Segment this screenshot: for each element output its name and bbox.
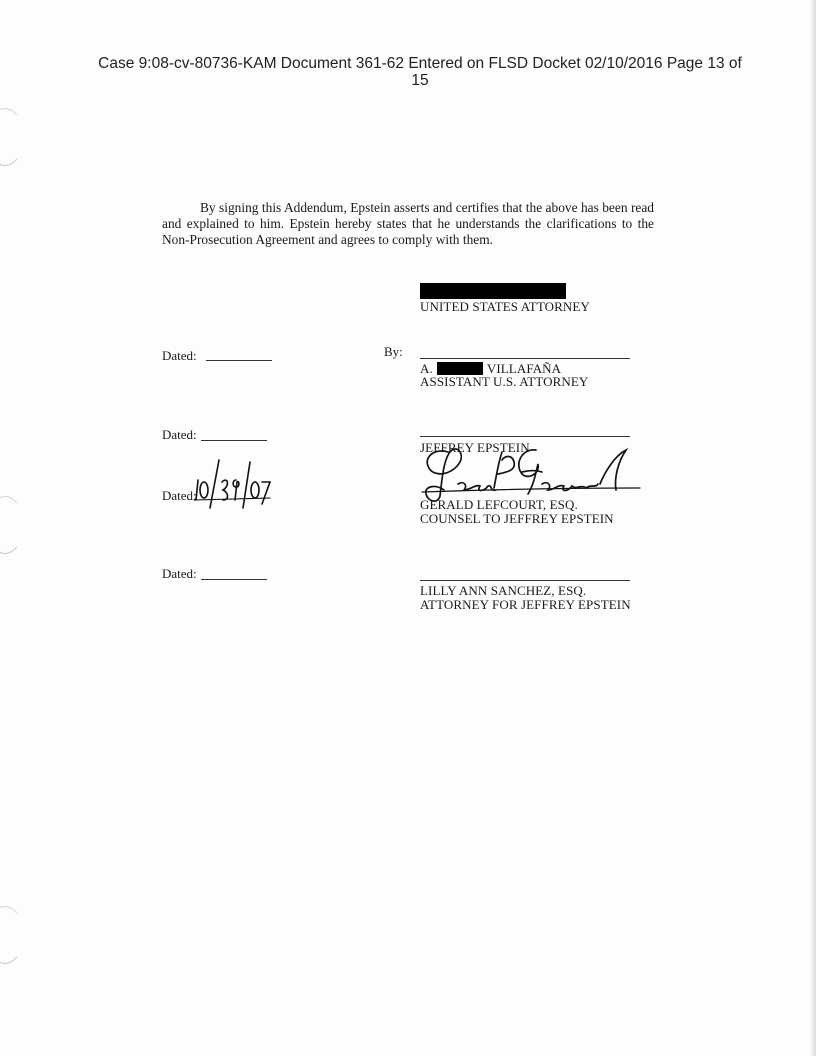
dated-label: Dated: — [162, 566, 197, 581]
epstein-name: JEFFREY EPSTEIN — [420, 440, 530, 455]
header-line-2: 15 — [411, 72, 429, 89]
dated-label: Dated: — [162, 488, 197, 503]
redaction-bar — [420, 283, 566, 299]
sanchez-title: ATTORNEY FOR JEFFREY EPSTEIN — [420, 597, 631, 612]
date-line — [201, 579, 267, 580]
page-edge-shadow — [811, 0, 816, 1056]
lefcourt-title: COUNSEL TO JEFFREY EPSTEIN — [420, 511, 614, 526]
signature-line — [420, 580, 630, 581]
binder-hole-mark — [0, 906, 24, 964]
ausa-title: ASSISTANT U.S. ATTORNEY — [420, 374, 589, 389]
addendum-paragraph-text: By signing this Addendum, Epstein asserts and certifies that the above has been read and explained to him. Epstein hereby states that he understands the clarifications to the Non-Prosecution Agreement and agrees to comply with them. — [162, 200, 654, 247]
us-attorney-title: UNITED STATES ATTORNEY — [420, 299, 590, 314]
lefcourt-name: GERALD LEFCOURT, ESQ. — [420, 497, 578, 512]
date-line — [206, 360, 272, 361]
handwritten-date — [192, 456, 272, 512]
sanchez-name: LILLY ANN SANCHEZ, ESQ. — [420, 583, 587, 598]
ausa-surname: VILLAFAÑA — [486, 361, 562, 376]
date-line — [201, 440, 267, 441]
header-line-1: Case 9:08-cv-80736-KAM Document 361-62 Entered on FLSD Docket 02/10/2016 Page 13 of — [98, 55, 742, 72]
court-header — [60, 55, 780, 89]
ausa-initial: A. — [420, 361, 433, 376]
binder-hole-mark — [0, 496, 24, 554]
signature-line — [420, 358, 630, 359]
dated-label: Dated: — [162, 348, 197, 363]
by-label: By: — [384, 344, 403, 359]
signature-line — [420, 436, 630, 437]
dated-label: Dated: — [162, 427, 197, 442]
addendum-paragraph — [162, 200, 654, 248]
binder-hole-mark — [0, 108, 24, 166]
